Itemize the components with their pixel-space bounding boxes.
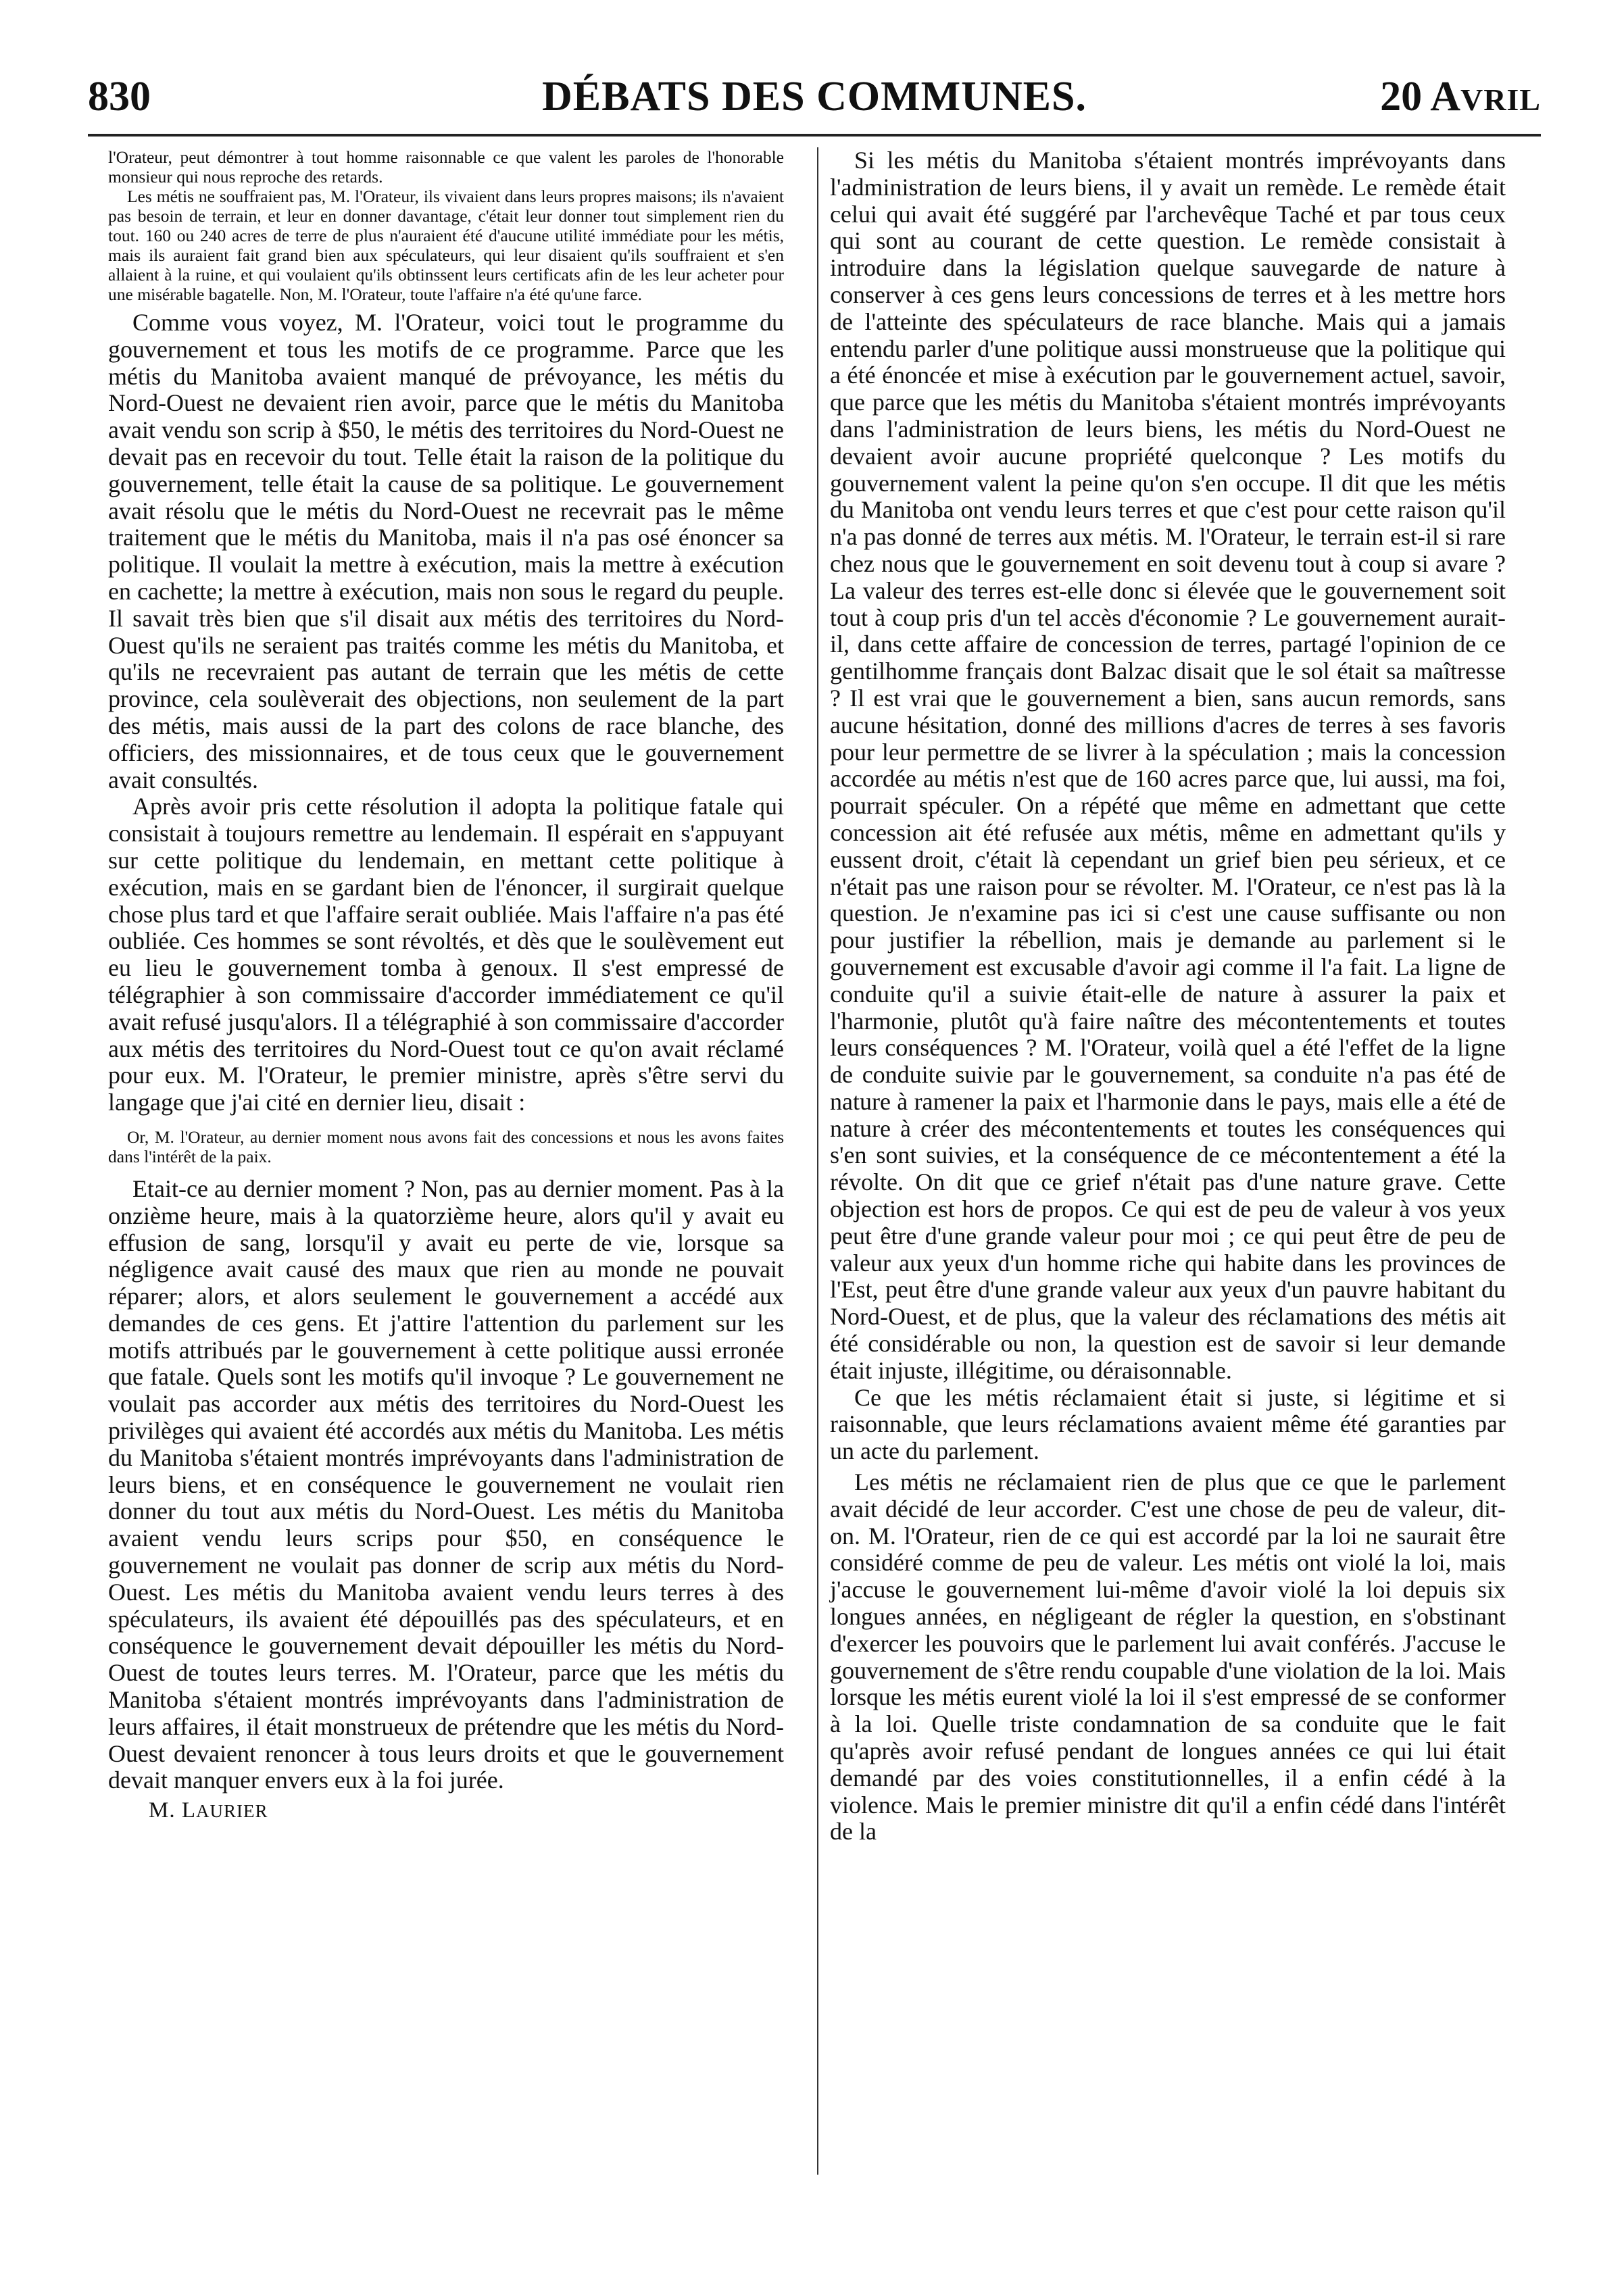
fine-print-paragraph: Les métis ne souffraient pas, M. l'Orateur, ils vivaient dans leurs propres maisons; ils n'avaient pas besoin de terrain, et leur en donner davantage, c'était leur donner tout simplement rien du tout. 160 ou 240 acres de terre de plus n'auraient été d'aucune utilité immédiate pour les métis, mais ils auraient fait grand bien aux spéculateurs, qui leur disaient qu'ils souffraient et s'en allaient à la ruine, et qui voulaient qu'ils obtinssent leurs certificats afin de les leur acheter pour une misérable bagatelle. Non, M. l'Orateur, toute l'affaire n'a été qu'une farce. — [108, 187, 784, 304]
page-header — [88, 73, 1541, 127]
column-divider — [817, 147, 818, 2175]
page-number: 830 — [88, 74, 151, 120]
speaker-name — [108, 1797, 784, 1825]
quoted-passage: Or, M. l'Orateur, au dernier moment nous avons fait des concessions et nous les avons faites dans l'intérêt de la paix. — [108, 1127, 784, 1166]
header-date — [1380, 73, 1541, 121]
speaker-prefix: M. L — [149, 1798, 196, 1823]
header-date-day: 20 — [1380, 74, 1423, 120]
body-paragraph: Après avoir pris cette résolution il adopta la politique fatale qui consistait à toujours remettre au lendemain. Il espérait en s'appuyant sur cette politique du lendemain, en mettant cette politique à exécution, mais en se gardant bien de l'énoncer, il surgirait quelque chose plus tard et que l'affaire serait oubliée. Mais l'affaire n'a pas été oubliée. Ces hommes se sont révoltés, et dès que le soulèvement eut eu lieu le gouvernement tomba à genoux. Il s'est empressé de télégraphier à son commissaire d'accorder immédiatement ce qu'il avait refusé jusqu'alors. Il a télégraphié à son commissaire d'accorder aux métis des territoires du Nord-Ouest tout ce qu'on avait réclamé pour eux. M. l'Orateur, le premier ministre, après s'être servi du langage que j'ai cité en dernier lieu, disait : — [108, 793, 784, 1116]
header-date-month-initial: A — [1430, 74, 1460, 120]
header-date-month-rest: VRIL — [1460, 82, 1541, 117]
fine-print-paragraph: l'Orateur, peut démontrer à tout homme raisonnable ce que valent les paroles de l'honorable monsieur qui nous reproche des retards. — [108, 147, 784, 187]
body-paragraph: Les métis ne réclamaient rien de plus que ce que le parlement avait décidé de leur accorder. C'est une chose de peu de valeur, dit-on. M. l'Orateur, rien de ce qui est accordé par la loi ne saurait être considéré comme de peu de valeur. Les métis ont violé la loi, mais j'accuse le gouvernement lui-même d'avoir violé la loi depuis six longues années, en négligeant de régler la question, en s'obstinant d'exercer les pouvoirs que le parlement lui avait conférés. J'accuse le gouvernement de s'être rendu coupable d'une violation de la loi. Mais lorsque les métis eurent violé la loi il s'est empressé de se conformer à la loi. Quelle triste condamnation de sa conduite que le fait qu'après avoir refusé pendant de longues années ce qui lui était demandé par des voies constitutionnelles, il a enfin cédé à la violence. Mais le premier ministre dit qu'il a enfin cédé dans l'intérêt de la — [830, 1468, 1506, 1846]
speaker-rest: AURIER — [196, 1801, 268, 1822]
right-column — [830, 147, 1506, 1846]
running-title: DÉBATS DES COMMUNES. — [541, 74, 1087, 120]
body-paragraph: Si les métis du Manitoba s'étaient montrés imprévoyants dans l'administration de leurs biens, il y avait un remède. Le remède était celui qui avait été suggéré par l'archevêque Taché et par tous ceux qui sont au courant de cette question. Le remède consistait à introduire dans la législation quelque sauvegarde de nature à conserver à ces gens leurs concessions de terres et à les mettre hors de l'atteinte des spéculateurs de race blanche. Mais qui a jamais entendu parler d'une politique aussi monstrueuse que la politique qui a été énoncée et mise à exécution par le gouvernement actuel, savoir, que parce que les métis du Manitoba s'étaient montrés imprévoyants dans l'administration de leurs biens, les métis du Nord-Ouest ne devaient avoir aucune propriété quelconque ? Les motifs du gouvernement valent la peine qu'on s'en occupe. Il dit que les métis du Manitoba ont vendu leurs terres et que c'est pour cette raison qu'il n'a pas donné de terres aux métis. M. l'Orateur, le terrain est-il si rare chez nous que le gouvernement en soit devenu tout à coup si avare ? La valeur des terres est-elle donc si élevée que le gouvernement soit tout à coup pris d'un tel accès d'économie ? Le gouvernement aurait-il, dans cette affaire de concession de terres, partagé l'opinion de ce gentilhomme français dont Balzac disait que le sol était sa maîtresse ? Il est vrai que le gouvernement a bien, sans aucun remords, sans aucune hésitation, donné des millions d'acres de terres à ses favoris pour leur permettre de se livrer à la spéculation ; mais la concession accordée au métis n'est que de 160 acres parce que, lui aussi, ma foi, pourrait spéculer. On a répété que même en admettant que cette concession ait été refusée aux métis, même en admettant qu'ils y eussent droit, c'était là cependant un grief bien peu sérieux, et ce n'était pas une raison pour se révolter. M. l'Orateur, ce n'est pas là la question. Je n'examine pas ici si c'est une cause suffisante ou non pour justifier la rébellion, mais je demande au parlement si le gouvernement est excusable d'avoir agi comme il l'a fait. La ligne de conduite qu'il a suivie était-elle de nature à assurer la paix et l'harmonie, plutôt qu'à faire naître des mécontentements et toutes leurs conséquences ? M. l'Orateur, voilà quel a été l'effet de la ligne de conduite suivie par le gouvernement, sa conduite n'a pas été de nature à ramener la paix et l'harmonie dans le pays, mais elle a été de nature à créer des mécontentements et toutes les conséquences qui s'en sont suivies, et la conséquence de ce mécontentement a été la révolte. On dit que ce grief n'était pas d'une nature grave. Cette objection est hors de propos. Ce qui est de peu de valeur à vos yeux peut être d'une grande valeur pour moi ; ce qui peut être de peu de valeur aux yeux d'un homme riche qui habite dans les provinces de l'Est, peut être d'une grande valeur aux yeux d'un pauvre habitant du Nord-Ouest, et de plus, que la valeur des réclamations des métis ait été considérable ou non, la question est de savoir si leur demande était injuste, illégitime, ou déraisonnable. — [830, 147, 1506, 1384]
left-column — [108, 147, 784, 1825]
body-paragraph: Comme vous voyez, M. l'Orateur, voici tout le programme du gouvernement et tous les motifs de ce programme. Parce que les métis du Manitoba avaient manqué de prévoyance, les métis du Nord-Ouest ne devaient rien avoir, parce que le métis du Manitoba avait vendu son scrip à $50, le métis des territoires du Nord-Ouest ne devait pas en recevoir du tout. Telle était la raison de la politique du gouvernement, telle était la cause de sa politique. Le gouvernement avait résolu que le métis du Nord-Ouest ne recevrait pas le même traitement que le métis du Manitoba, mais il n'a pas osé énoncer sa politique. Il voulait la mettre à exécution, mais la mettre à exécution en cachette; la mettre à exécution, mais non sous le regard du peuple. Il savait très bien que s'il disait aux métis des territoires du Nord-Ouest qu'ils ne seraient pas traités comme les métis du Manitoba, et qu'ils ne recevraient pas autant de terrain que les métis de cette province, cela soulèverait des objections, non seulement de la part des métis, mais aussi de la part des colons de race blanche, des officiers, des missionnaires, et de tous ceux que le gouvernement avait consultés. — [108, 309, 784, 793]
body-paragraph: Etait-ce au dernier moment ? Non, pas au dernier moment. Pas à la onzième heure, mais à la quatorzième heure, alors qu'il y avait eu effusion de sang, lorsqu'il y avait eu perte de vie, lorsque sa négligence avait causé des maux que rien au monde ne pouvait réparer; alors, et alors seulement le gouvernement a accédé aux demandes de ces gens. Et j'attire l'attention du parlement sur les motifs attribués par le gouvernement à cette politique aussi erronée que fatale. Quels sont les motifs qu'il invoque ? Le gouvernement ne voulait pas accorder aux métis des territoires du Nord-Ouest les privilèges qui avaient été accordés aux métis du Manitoba. Les métis du Manitoba s'étaient montrés imprévoyants dans l'administration de leurs biens, et en conséquence le gouvernement ne voulait rien donner du tout aux métis du Nord-Ouest. Les métis du Manitoba avaient vendu leurs scrips pour $50, en conséquence le gouvernement ne voulait pas donner de scrip aux métis du Nord-Ouest. Les métis du Manitoba avaient vendu leurs terres à des spéculateurs, ils avaient été dépouillés pas des spéculateurs, et en conséquence le gouvernement devait dépouiller les métis du Nord-Ouest de toutes leurs terres. M. l'Orateur, parce que les métis du Manitoba s'étaient montrés imprévoyants dans l'administration de leurs affaires, il était monstrueux de prétendre que les métis du Nord-Ouest devaient renoncer à tous leurs droits et que le gouvernement devait manquer envers eux à la foi jurée. — [108, 1174, 784, 1794]
header-rule — [88, 134, 1541, 137]
body-paragraph: Ce que les métis réclamaient était si juste, si légitime et si raisonnable, que leurs réclamations avaient même été garanties par un acte du parlement. — [830, 1383, 1506, 1465]
